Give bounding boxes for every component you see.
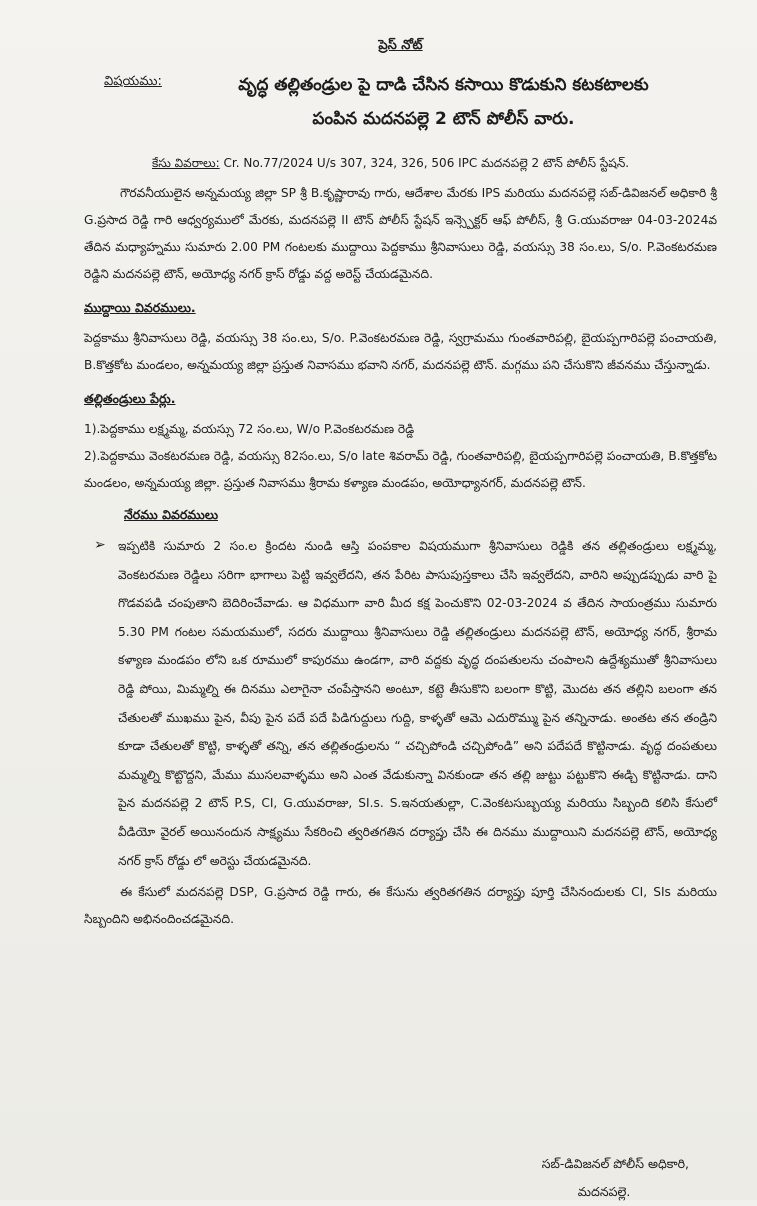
crime-block: [94, 532, 717, 875]
subject-text: [170, 68, 717, 136]
parents-heading: తల్లితండ్రులు పేర్లు.: [84, 391, 176, 406]
accused-paragraph: పెద్దకాము శ్రీనివాసులు రెడ్డి, వయస్సు 38 సం.లు, S/o. P.వెంకటరమణ రెడ్డి, స్వగ్రామము గుంతవారిపల్లి, బైయప్పగారిపల్లె పంచాయతి, B.కొత్తకోట మండలం, అన్నమయ్య జిల్లా ప్రస్తుత నివాసము భవాని నగర్, మదనపల్లె టౌన్. మగ్గము పని చేసుకొని జీవనము చేస్తున్నాడు.: [84, 331, 717, 372]
closing-paragraph: ఈ కేసులో మదనపల్లె DSP, G.ప్రసాద రెడ్డి గారు, ఈ కేసును త్వరితగతిన దర్యాప్తు పూర్తి చేసినందులకు CI, SIs మరియు సిబ్బందిని అభినందించడమైనది.: [84, 885, 717, 927]
accused-heading: ముద్దాయి వివరములు.: [84, 300, 196, 315]
subject-block: [104, 68, 717, 136]
page-title: ప్రెస్ నోట్: [378, 38, 423, 53]
signature-line-2: మదనపల్లె.: [577, 1184, 631, 1199]
case-text: Cr. No.77/2024 U/s 307, 324, 326, 506 IPC మదనపల్లె 2 టౌన్ పోలీస్ స్టేషన్.: [223, 156, 630, 170]
arrow-bullet-icon: ➢: [94, 537, 106, 553]
subject-line-1: వృద్ధ తల్లితండ్రుల పై దాడి చేసిన కసాయి కొడుకుని కటకటాలకు: [238, 75, 649, 95]
crime-heading: నేరము వివరములు: [124, 507, 219, 522]
crime-paragraph: ఇప్పటికి సుమారు 2 సం.ల క్రిందట నుండి ఆస్తి పంపకాల విషయముగా శ్రీనివాసులు రెడ్డికి తన తల్లితండ్రులు లక్ష్మమ్మ, వెంకటరమణ రెడ్డిలు సరిగా భాగాలు పెట్టి ఇవ్వలేదని, తన పేరిట పాసుపుస్తకాలు చేసి ఇవ్వలేదని, వారిని అప్పుడప్పుడు వారి పై గొడవపడి చంపుతాని బెదిరించేవాడు. ఆ విధముగా వారి మీద కక్ష పెంచుకొని 02-03-2024 వ తేదిన సాయంత్రము సుమారు 5.30 PM గంటల సమయములో, సదరు ముద్దాయి శ్రీనివాసులు రెడ్డి తల్లితండ్రులు మదనపల్లె టౌన్, అయోధ్య నగర్, శ్రీరామ కళ్యాణ మండపం లోని ఒక రూములో కాపురము ఉండగా, వారి వద్దకు వృద్ధ దంపతులను చంపాలని ఉద్దేశ్యముతో శ్రీనివాసులు రెడ్డి పోయి, మిమ్మల్ని ఈ దినము ఎలాగైనా చంపేస్తానని అంటూ, కట్టె తీసుకొని బలంగా కొట్టి, మొదట తన తల్లిని బలంగా తన చేతులతో ముఖము పైన, వీపు పైన పదే పదే పిడిగుద్దులు గుద్ది, కాళ్ళతో ఆమె ఎదురొమ్ము పైన తన్నినాడు. అంతట తన తండ్రిని కూడా చేతులతో కొట్టి, కాళ్ళతో తన్ని, తన తల్లితండ్రులను “ చచ్చిపోండి చచ్చిపోండి” అని పదేపదే కొట్టినాడు. వృద్ధ దంపతులు మమ్మల్ని కొట్టొద్దని, మేము ముసలవాళ్ళము అని ఎంత వేడుకున్నా వినకుండా తన తల్లి జుట్టు పట్టుకొని ఈడ్చి కొట్టినాడు. దాని పైన మదనపల్లె 2 టౌన్ P.S, CI, G.యువరాజు, SI.s. S.ఇనయతుల్లా, C.వెంకటసుబ్బయ్య మరియు సిబ్బంది కలిసి కేసులో వీడియో వైరల్ అయినందున సాక్ష్యము సేకరించి త్వరితగతిన దర్యాప్తు చేసి ఈ దినము ముద్దాయిని మదనపల్లె టౌన్, అయోధ్య నగర్ క్రాస్ రోడ్డు లో అరెస్టు చేయడమైనది.: [118, 539, 717, 868]
case-details: [152, 152, 717, 174]
intro-paragraph: గౌరవనీయులైన అన్నమయ్య జిల్లా SP శ్రీ B.కృష్ణారావు గారు, ఆదేశాల మేరకు IPS మరియు మదనపల్లె సబ్-డివిజనల్ అధికారి శ్రీ G.ప్రసాద రెడ్డి గారి ఆధ్వర్యములో మేరకు, మదనపల్లె II టౌన్ పోలీస్ స్టేషన్ ఇన్స్పెక్టర్ ఆఫ్ పోలీస్, శ్రీ G.యువరాజు 04-03-2024వ తేదిన మధ్యాహ్నము సుమారు 2.00 PM గంటలకు ముద్దాయి పెద్దకాము శ్రీనివాసులు రెడ్డి, వయస్సు 38 సం.లు, S/o. P.వెంకటరమణ రెడ్డిని మదనపల్లె టౌన్, అయోధ్య నగర్ క్రాస్ రోడ్డు వద్ద అరెస్ట్ చేయడమైనది.: [84, 186, 717, 281]
case-label: కేసు వివరాలు:: [152, 156, 220, 170]
signature-line-1: సబ్-డివిజనల్ పోలీస్ అధికారి,: [541, 1156, 689, 1171]
subject-label: విషయము:: [104, 74, 162, 89]
parent-1: 1).పెద్దకాము లక్ష్మమ్మ, వయస్సు 72 సం.లు, W/o P.వెంకటరమణ రెడ్డి: [84, 422, 415, 436]
signature-block: [542, 1150, 689, 1206]
parent-2: 2).పెద్దకాము వెంకటరమణ రెడ్డి, వయస్సు 82సం.లు, S/o late శివరామ్ రెడ్డి, గుంతవారిపల్లి, బైయప్పగారిపల్లె పంచాయతి, B.కొత్తకోట మండలం, అన్నమయ్య జిల్లా. ప్రస్తుత నివాసము శ్రీరామ కళ్యాణ మండపం, అయోధ్యానగర్, మదనపల్లె టౌన్.: [84, 449, 717, 490]
subject-line-2: పంపిన మదనపల్లె 2 టౌన్ పోలీస్ వారు.: [312, 109, 575, 129]
